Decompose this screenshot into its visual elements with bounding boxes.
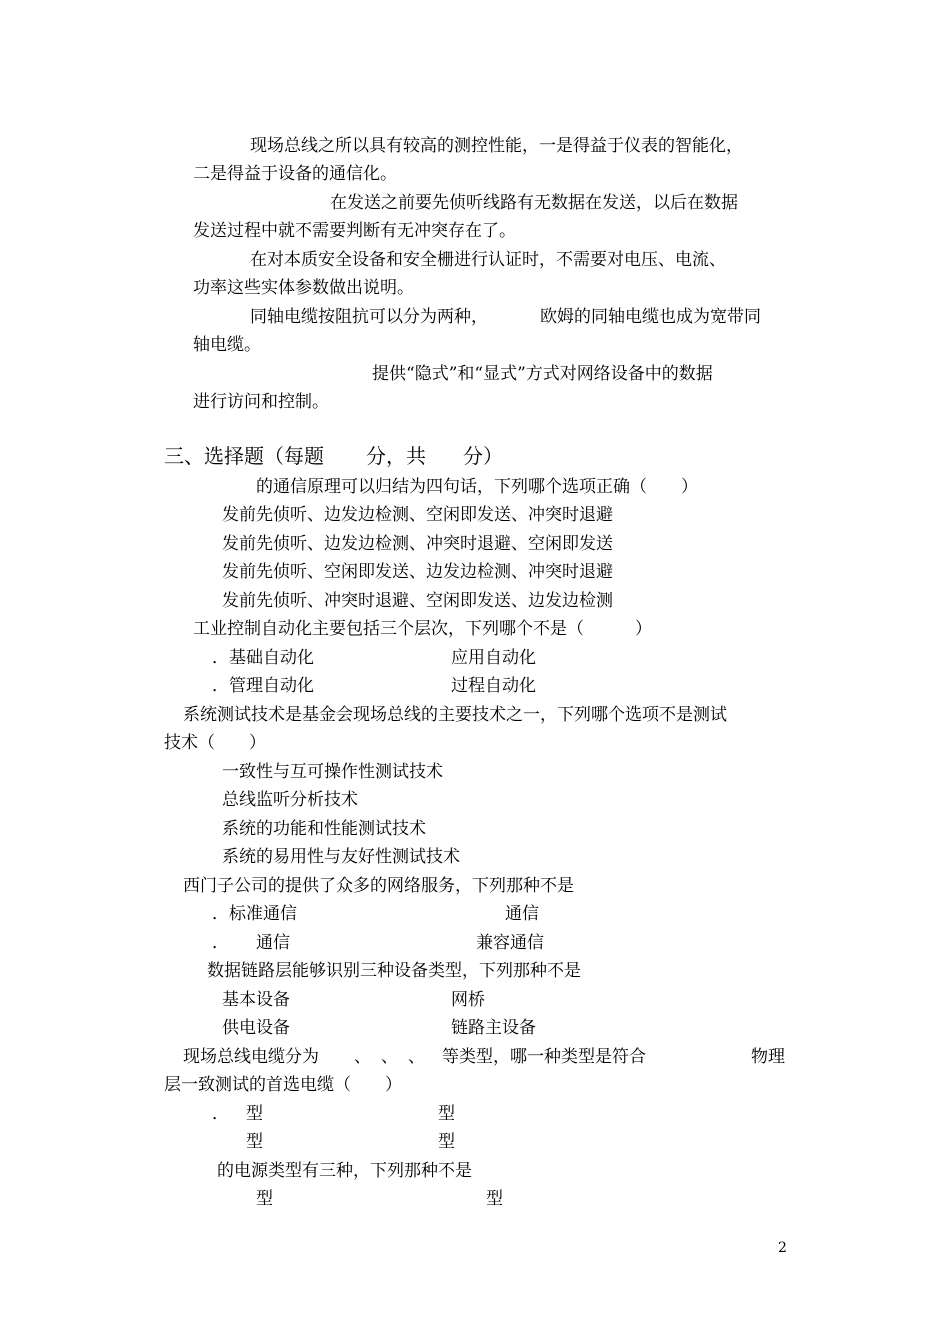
section-heading-mid: 分，共 [366, 444, 426, 468]
judgement-5-line-1: 提供“隐式”和“显式”方式对网络设备中的数据 [372, 364, 713, 384]
judgement-1-line-1: 现场总线之所以具有较高的测控性能，一是得益于仪表的智能化， [250, 136, 743, 156]
q6-stem-sep-1: 、 [354, 1047, 371, 1067]
judgement-4-line-1a: 同轴电缆按阻抗可以分为两种， [250, 307, 488, 327]
q6-option-d: 型 [438, 1132, 455, 1152]
judgement-3-line-1: 在对本质安全设备和安全栅进行认证时，不需要对电压、电流、 [250, 250, 726, 270]
q1-option-a: 发前先侦听、边发边检测、空闲即发送、冲突时退避 [222, 505, 613, 525]
section-heading-prefix: 三、选择题（每题 [164, 444, 324, 468]
q5-stem: 数据链路层能够识别三种设备类型，下列那种不是 [207, 961, 581, 981]
judgement-4-line-2: 轴电缆。 [193, 335, 261, 355]
q3-option-b: 总线监听分析技术 [222, 790, 358, 810]
q7-option-b: 型 [486, 1189, 503, 1209]
page-number: 2 [778, 1240, 787, 1256]
q4-option-a: ．标准通信 [212, 904, 297, 924]
q2-stem: 工业控制自动化主要包括三个层次，下列哪个不是（ ） [193, 619, 652, 639]
q3-option-c: 系统的功能和性能测试技术 [222, 819, 426, 839]
q4-option-d: 兼容通信 [476, 933, 544, 953]
q2-option-b: 应用自动化 [451, 648, 536, 668]
q5-option-d: 链路主设备 [451, 1018, 536, 1038]
q5-option-b: 网桥 [451, 990, 485, 1010]
q6-stem-part-1: 现场总线电缆分为 [183, 1047, 319, 1067]
q3-option-a: 一致性与互可操作性测试技术 [222, 762, 443, 782]
q6-stem-part-3: 物理 [751, 1047, 785, 1067]
q7-option-a: 型 [256, 1189, 273, 1209]
q2-option-c: ．管理自动化 [212, 676, 314, 696]
q5-option-c: 供电设备 [222, 1018, 290, 1038]
judgement-1-line-2: 二是得益于设备的通信化。 [193, 164, 397, 184]
q6-option-a-dot: ． [212, 1104, 229, 1124]
q1-option-d: 发前先侦听、冲突时退避、空闲即发送、边发边检测 [222, 591, 613, 611]
q6-option-b: 型 [438, 1104, 455, 1124]
judgement-5-line-2: 进行访问和控制。 [193, 392, 329, 412]
judgement-3-line-2: 功率这些实体参数做出说明。 [193, 278, 414, 298]
q4-option-c: 通信 [256, 933, 290, 953]
q6-stem-part-2: 等类型，哪一种类型是符合 [442, 1047, 646, 1067]
q3-stem-line-1: 系统测试技术是基金会现场总线的主要技术之一，下列哪个选项不是测试 [183, 705, 727, 725]
q4-stem: 西门子公司的提供了众多的网络服务，下列那种不是 [183, 876, 574, 896]
q4-option-b: 通信 [505, 904, 539, 924]
q1-stem: 的通信原理可以归结为四句话，下列哪个选项正确（ ） [256, 477, 698, 497]
q3-option-d: 系统的易用性与友好性测试技术 [222, 847, 460, 867]
q1-option-b: 发前先侦听、边发边检测、冲突时退避、空闲即发送 [222, 534, 613, 554]
q4-option-c-dot: ． [212, 933, 229, 953]
section-heading-suffix: 分） [463, 444, 503, 468]
judgement-4-line-1b: 欧姆的同轴电缆也成为宽带同 [540, 307, 761, 327]
judgement-2-line-1: 在发送之前要先侦听线路有无数据在发送，以后在数据 [330, 193, 738, 213]
q6-stem-line-2: 层一致测试的首选电缆（ ） [164, 1075, 402, 1095]
q6-option-a: 型 [246, 1104, 263, 1124]
q6-stem-sep-3: 、 [408, 1047, 425, 1067]
q1-option-c: 发前先侦听、空闲即发送、边发边检测、冲突时退避 [222, 562, 613, 582]
q3-stem-line-2: 技术（ ） [164, 733, 266, 753]
q5-option-a: 基本设备 [222, 990, 290, 1010]
q2-option-a: ．基础自动化 [212, 648, 314, 668]
q7-stem: 的电源类型有三种，下列那种不是 [217, 1161, 472, 1181]
q6-option-c: 型 [246, 1132, 263, 1152]
q2-option-d: 过程自动化 [451, 676, 536, 696]
q6-stem-sep-2: 、 [381, 1047, 398, 1067]
judgement-2-line-2: 发送过程中就不需要判断有无冲突存在了。 [193, 221, 516, 241]
